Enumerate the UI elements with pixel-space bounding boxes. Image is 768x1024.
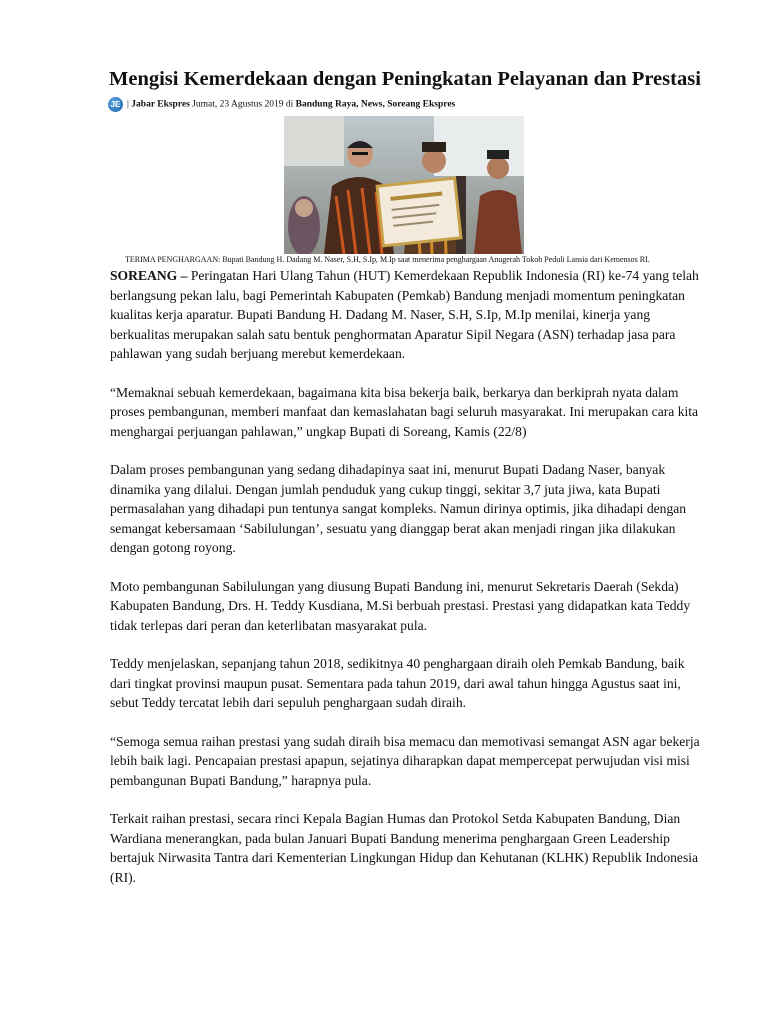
publisher-logo-icon: JE (108, 97, 123, 112)
photo-caption: TERIMA PENGHARGAAN: Bupati Bandung H. Dadang M. Naser, S.H, S.Ip, M.Ip saat menerima penghargaan Anugerah Tokoh Peduli Lansia dari Kemensos RI. (125, 255, 650, 264)
article-byline (108, 97, 668, 112)
article-headline: Mengisi Kemerdekaan dengan Peningkatan Pelayanan dan Prestasi (109, 68, 701, 90)
award-ceremony-photo-image (284, 116, 524, 254)
article-paragraph: Moto pembangunan Sabilulungan yang diusung Bupati Bandung ini, menurut Sekretaris Daerah (Sekda) Kabupaten Bandung, Drs. H. Teddy Kusdiana, M.Si berbuah prestasi. Prestasi yang didapatkan kata Teddy tidak terlepas dari peran dan keterlibatan masyarakat pula. (110, 578, 691, 633)
article-paragraph: “Memaknai sebuah kemerdekaan, bagaimana kita bisa bekerja baik, berkarya dan berkiprah nyata dalam proses pembangunan, memberi manfaat dan kemaslahatan bagi seluruh masyarakat. Ini merupakan cara kita menghargai perjuangan pahlawan,” ungkap Bupati di Soreang, Kamis (22/8) (110, 384, 699, 439)
byline-categories[interactable]: Bandung Raya, News, Soreang Ekspres (295, 99, 456, 110)
byline-source[interactable]: Jabar Ekspres (131, 99, 190, 110)
article-paragraph: Teddy menjelaskan, sepanjang tahun 2018, sedikitnya 40 penghargaan diraih oleh Pemkab Bandung, baik dari tingkat provinsi maupun pusat. Sementara pada tahun 2019, dari awal tahun hingga Agustus saat ini, sebut Teddy tercatat lebih dari sepuluh penghargaan sudah diraih. (110, 656, 685, 710)
article-photo (284, 116, 524, 254)
dateline: SOREANG – (110, 268, 188, 283)
article-paragraph: SOREANG – Peringatan Hari Ulang Tahun (HUT) Kemerdekaan Republik Indonesia (RI) ke-74 yang telah berlangsung pekan lalu, bagi Pemerintah Kabupaten (Pemkab) Bandung menjadi momentum peningkatan kualitas kerja aparatur. Bupati Bandung H. Dadang M. Naser, S.H, S.Ip, M.Ip menilai, kinerja yang berkualitas merupakan salah satu bentuk penghormatan Aparatur Sipil Negara (ASN) terhadap jasa para pahlawan yang sudah berjuang merebut kemerdekaan. (110, 268, 699, 361)
article-paragraph: Terkait raihan prestasi, secara rinci Kepala Bagian Humas dan Protokol Setda Kabupaten Bandung, Dian Wardiana menerangkan, pada bulan Januari Bupati Bandung menerima penghargaan Green Leadership bertajuk Nirwasita Tantra dari Kementerian Lingkungan Hidup dan Kehutanan (KLHK) Republik Indonesia (RI). (110, 811, 699, 885)
article-paragraph: “Semoga semua raihan prestasi yang sudah diraih bisa memacu dan memotivasi semangat ASN agar bekerja lebih baik lagi. Pencapaian prestasi apapun, sejatinya diharapkan dapat mempercepat perwujudan visi misi pembangunan Bupati Bandung,” harapnya pula. (110, 733, 700, 788)
byline-date: Jumat, 23 Agustus 2019 di (189, 99, 296, 110)
article-body (110, 266, 700, 906)
byline-separator: | (127, 99, 132, 110)
article-paragraph: Dalam proses pembangunan yang sedang dihadapinya saat ini, menurut Bupati Dadang Naser, banyak dinamika yang dilalui. Dengan jumlah penduduk yang cukup tinggi, sekitar 3,7 juta jiwa, kata Bupati permasalahan yang dihadapi pun tentunya sangat kompleks. Namun dirinya optimis, jika dihadapi dengan semangat kebersamaan ‘Sabilulungan’, sesuatu yang dianggap berat akan menjadi ringan jika dilakukan dengan gotong royong. (110, 462, 687, 555)
